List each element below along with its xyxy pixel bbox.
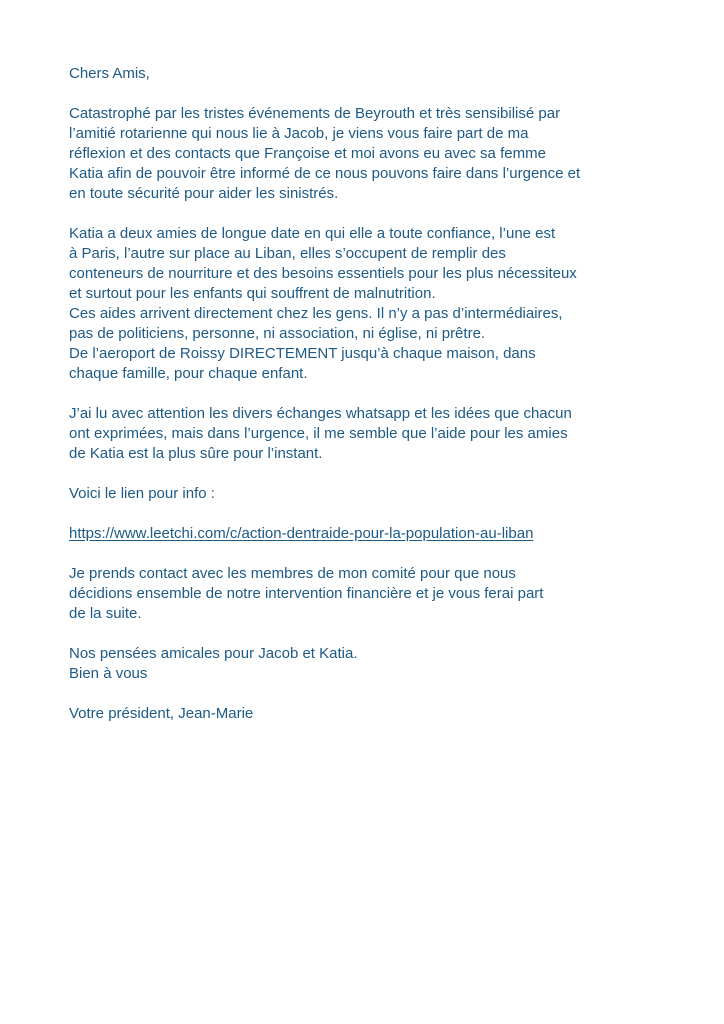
paragraph-katia <box>69 224 669 384</box>
text-line: de la suite. <box>69 605 142 622</box>
text-line: Katia afin de pouvoir être informé de ce nous pouvons faire dans l’urgence et <box>69 165 581 182</box>
text-line: à Paris, l’autre sur place au Liban, elles s’occupent de remplir des <box>69 245 506 262</box>
text-line: J’ai lu avec attention les divers échanges whatsapp et les idées que chacun <box>69 405 572 422</box>
paragraph-link-intro <box>69 484 669 504</box>
letter-body <box>69 64 669 744</box>
signature: Votre président, Jean-Marie <box>69 705 254 722</box>
leetchi-link[interactable]: https://www.leetchi.com/c/action-dentraide-pour-la-population-au-liban <box>69 525 534 542</box>
text-line: Nos pensées amicales pour Jacob et Katia. <box>69 645 358 662</box>
text-line: pas de politiciens, personne, ni association, ni église, ni prêtre. <box>69 325 486 342</box>
text-line: de Katia est la plus sûre pour l’instant. <box>69 445 323 462</box>
text-line: l’amitié rotarienne qui nous lie à Jacob, je viens vous faire part de ma <box>69 125 529 142</box>
text-line: Bien à vous <box>69 665 148 682</box>
text-line: conteneurs de nourriture et des besoins essentiels pour les plus nécessiteux <box>69 265 577 282</box>
text-line: et surtout pour les enfants qui souffrent de malnutrition. <box>69 285 436 302</box>
paragraph-comite <box>69 564 669 624</box>
paragraph-whatsapp <box>69 404 669 464</box>
text-line: chaque famille, pour chaque enfant. <box>69 365 308 382</box>
text-line: réflexion et des contacts que Françoise et moi avons eu avec sa femme <box>69 145 546 162</box>
text-line: en toute sécurité pour aider les sinistrés. <box>69 185 339 202</box>
greeting: Chers Amis, <box>69 65 150 82</box>
text-line: Je prends contact avec les membres de mon comité pour que nous <box>69 565 516 582</box>
text-line: ont exprimées, mais dans l’urgence, il me semble que l’aide pour les amies <box>69 425 568 442</box>
text-line: Catastrophé par les tristes événements de Beyrouth et très sensibilisé par <box>69 105 561 122</box>
text-line: décidions ensemble de notre intervention financière et je vous ferai part <box>69 585 544 602</box>
paragraph-beyrouth <box>69 104 669 204</box>
text-line: Ces aides arrivent directement chez les gens. Il n’y a pas d’intermédiaires, <box>69 305 563 322</box>
text-line: Katia a deux amies de longue date en qui elle a toute confiance, l’une est <box>69 225 556 242</box>
text-line: De l’aeroport de Roissy DIRECTEMENT jusqu’à chaque maison, dans <box>69 345 536 362</box>
paragraph-link <box>69 524 669 544</box>
text-line: Voici le lien pour info : <box>69 485 215 502</box>
paragraph-regards <box>69 644 669 684</box>
